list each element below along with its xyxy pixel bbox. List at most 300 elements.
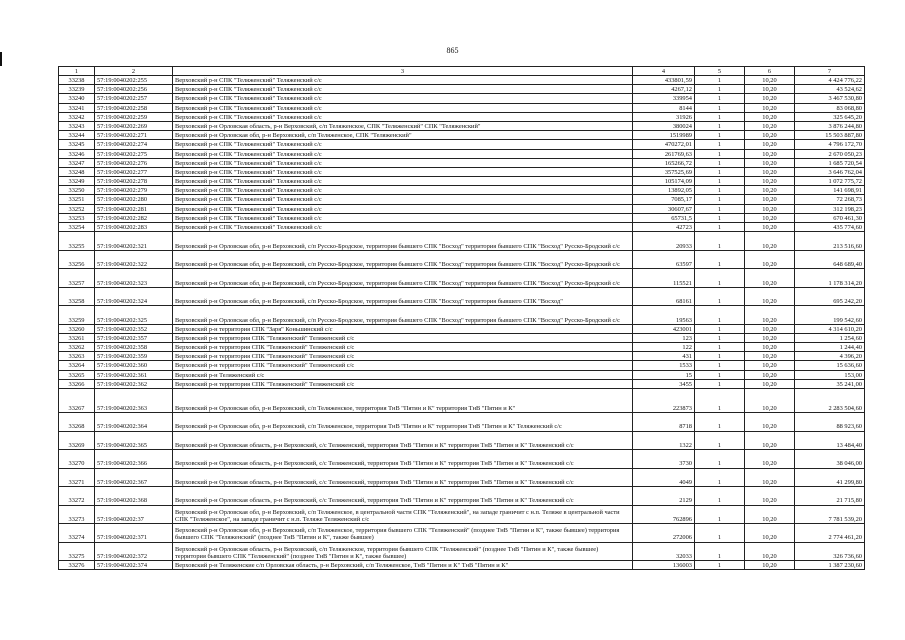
table-row <box>59 324 865 333</box>
area-cell: 433801,59 <box>633 76 695 85</box>
location-cell: Верховский р-н Орловская область, р-н Верховский, с/с Теляженский, территория ТнВ "Пятин и К" территория ТнВ "Пятин и К" Теляженский с/с <box>173 487 633 506</box>
cadastral-number-cell: 57:19:0040202:274 <box>95 140 173 149</box>
area-cell: 1533 <box>633 361 695 370</box>
area-cell: 423001 <box>633 324 695 333</box>
value-cell: 199 542,60 <box>795 306 865 325</box>
cadastral-number-cell: 57:19:0040202:363 <box>95 389 173 413</box>
share-cell: 1 <box>695 103 745 112</box>
cadastral-number-cell: 57:19:0040202:372 <box>95 542 173 561</box>
row-number-cell: 33256 <box>59 250 95 269</box>
value-cell: 88 923,60 <box>795 413 865 432</box>
location-cell: Верховский р-н территория СПК "Теляженский" Теляженский с/с <box>173 333 633 342</box>
rate-cell: 10,20 <box>745 468 795 487</box>
cadastral-number-cell: 57:19:0040202:280 <box>95 195 173 204</box>
share-cell: 1 <box>695 468 745 487</box>
table-row <box>59 287 865 306</box>
cadastral-number-cell: 57:19:0040202:358 <box>95 343 173 352</box>
area-cell: 4049 <box>633 468 695 487</box>
table-row <box>59 361 865 370</box>
share-cell: 1 <box>695 306 745 325</box>
value-cell: 15 503 887,80 <box>795 131 865 140</box>
rate-cell: 10,20 <box>745 76 795 85</box>
share-cell: 1 <box>695 177 745 186</box>
location-cell: Верховский р-н территория СПК "Теляженский" Теляженский с/с <box>173 361 633 370</box>
cadastral-number-cell: 57:19:0040202:324 <box>95 287 173 306</box>
row-number-cell: 33259 <box>59 306 95 325</box>
value-cell: 38 046,00 <box>795 450 865 469</box>
location-cell: Верховский р-н Орловская обл, р-н Верховский, с/п Русско-Бродское, территория бывшего СПК "Восход" территория бывшего СПК "Восход" Русско-Бродский с/с <box>173 269 633 288</box>
value-cell: 72 268,73 <box>795 195 865 204</box>
row-number-cell: 33254 <box>59 223 95 232</box>
share-cell: 1 <box>695 324 745 333</box>
area-cell: 122 <box>633 343 695 352</box>
rate-cell: 10,20 <box>745 213 795 222</box>
location-cell: Верховский р-н СПК "Теляженский" Теляженский с/с <box>173 223 633 232</box>
location-cell: Верховский р-н СПК "Теляженский" Теляженский с/с <box>173 112 633 121</box>
cadastral-number-cell: 57:19:0040202:256 <box>95 85 173 94</box>
share-cell: 1 <box>695 524 745 543</box>
value-cell: 648 689,40 <box>795 250 865 269</box>
location-cell: Верховский р-н территория СПК "Теляженский" Теляженский с/с <box>173 379 633 388</box>
share-cell: 1 <box>695 413 745 432</box>
column-number: 7 <box>795 67 865 76</box>
share-cell: 1 <box>695 140 745 149</box>
share-cell: 1 <box>695 505 745 524</box>
table-row <box>59 343 865 352</box>
area-cell: 339954 <box>633 94 695 103</box>
location-cell: Верховский р-н Орловская обл, р-н Верховский, с/п Русско-Бродское, территория бывшего СПК "Восход" территория бывшего СПК "Восход" Русско-Бродский с/с <box>173 306 633 325</box>
location-cell: Верховский р-н Орловская обл, р-н Верховский, с/п Русско-Бродское, территория бывшего СПК "Восход" территория бывшего СПК "Восход" Русско-Бродский с/с <box>173 232 633 251</box>
rate-cell: 10,20 <box>745 149 795 158</box>
location-cell: Верховский р-н СПК "Теляженский" Теляженский с/с <box>173 195 633 204</box>
share-cell: 1 <box>695 389 745 413</box>
rate-cell: 10,20 <box>745 524 795 543</box>
rate-cell: 10,20 <box>745 333 795 342</box>
cadastral-table <box>58 66 865 570</box>
row-number-cell: 33241 <box>59 103 95 112</box>
rate-cell: 10,20 <box>745 103 795 112</box>
area-cell: 19563 <box>633 306 695 325</box>
location-cell: Верховский р-н СПК "Теляженский" Теляженский с/с <box>173 204 633 213</box>
rate-cell: 10,20 <box>745 121 795 130</box>
rate-cell: 10,20 <box>745 431 795 450</box>
share-cell: 1 <box>695 487 745 506</box>
rate-cell: 10,20 <box>745 487 795 506</box>
cadastral-number-cell: 57:19:0040202:282 <box>95 213 173 222</box>
column-number: 2 <box>95 67 173 76</box>
row-number-cell: 33262 <box>59 343 95 352</box>
share-cell: 1 <box>695 112 745 121</box>
area-cell: 1519989 <box>633 131 695 140</box>
table-row <box>59 250 865 269</box>
value-cell: 4 314 610,20 <box>795 324 865 333</box>
rate-cell: 10,20 <box>745 112 795 121</box>
location-cell: Верховский р-н СПК "Теляженский" Теляженский с/с <box>173 177 633 186</box>
table-row <box>59 379 865 388</box>
table-row <box>59 413 865 432</box>
value-cell: 213 516,60 <box>795 232 865 251</box>
table-row <box>59 167 865 176</box>
location-cell: Верховский р-н Орловская обл, р-н Верховский, с/п Русско-Бродское, территория бывшего СПК "Восход" территория бывшего СПК "Восход" Русско-Бродский с/с <box>173 250 633 269</box>
value-cell: 141 698,91 <box>795 186 865 195</box>
row-number-cell: 33271 <box>59 468 95 487</box>
area-cell: 165266,72 <box>633 158 695 167</box>
cadastral-number-cell: 57:19:0040202:366 <box>95 450 173 469</box>
area-cell: 470272,01 <box>633 140 695 149</box>
share-cell: 1 <box>695 361 745 370</box>
value-cell: 326 736,60 <box>795 542 865 561</box>
cadastral-number-cell: 57:19:0040202:374 <box>95 561 173 570</box>
table-row <box>59 223 865 232</box>
row-number-cell: 33240 <box>59 94 95 103</box>
share-cell: 1 <box>695 352 745 361</box>
rate-cell: 10,20 <box>745 158 795 167</box>
rate-cell: 10,20 <box>745 232 795 251</box>
location-cell: Верховский р-н Орловская область, р-н Верховский, с/с Теляженский, территория ТнВ "Пятин и К" территория ТнВ "Пятин и К" Теляженский с/с <box>173 450 633 469</box>
value-cell: 153,00 <box>795 370 865 379</box>
location-cell: Верховский р-н Орловская область, р-н Верховский, с/п Теляженское, территория бывшего СПК "Теляженский" (позднее ТнВ "Пятин и К", также бывшее) территория бывшего СПК "Теляженский" (позднее ТнВ "Пятин и К", также бывшее) <box>173 542 633 561</box>
table-row <box>59 103 865 112</box>
row-number-cell: 33260 <box>59 324 95 333</box>
location-cell: Верховский р-н Теляженские с/п Орловская область, р-н Верховский, с/п Теляженское, ТнВ "Пятин и К" ТнВ "Пятин и К" <box>173 561 633 570</box>
area-cell: 762896 <box>633 505 695 524</box>
cadastral-number-cell: 57:19:0040202:258 <box>95 103 173 112</box>
table-row <box>59 149 865 158</box>
area-cell: 68161 <box>633 287 695 306</box>
share-cell: 1 <box>695 131 745 140</box>
area-cell: 65731,5 <box>633 213 695 222</box>
rate-cell: 10,20 <box>745 250 795 269</box>
location-cell: Верховский р-н Орловская обл, р-н Верховский, с/п Русско-Бродское, территория бывшего СПК "Восход" территория бывшего СПК "Восход" <box>173 287 633 306</box>
location-cell: Верховский р-н Орловская область, р-н Верховский, с/с Теляженский, территория ТнВ "Пятин и К" территория ТнВ "Пятин и К" Теляженский с/с <box>173 468 633 487</box>
row-number-cell: 33274 <box>59 524 95 543</box>
cadastral-number-cell: 57:19:0040202:259 <box>95 112 173 121</box>
rate-cell: 10,20 <box>745 561 795 570</box>
column-number: 5 <box>695 67 745 76</box>
cadastral-number-cell: 57:19:0040202:271 <box>95 131 173 140</box>
area-cell: 20933 <box>633 232 695 251</box>
row-number-cell: 33270 <box>59 450 95 469</box>
row-number-cell: 33245 <box>59 140 95 149</box>
table-row <box>59 204 865 213</box>
row-number-cell: 33269 <box>59 431 95 450</box>
row-number-cell: 33249 <box>59 177 95 186</box>
rate-cell: 10,20 <box>745 204 795 213</box>
row-number-cell: 33246 <box>59 149 95 158</box>
column-number: 3 <box>173 67 633 76</box>
rate-cell: 10,20 <box>745 413 795 432</box>
area-cell: 15 <box>633 370 695 379</box>
cadastral-number-cell: 57:19:0040202:322 <box>95 250 173 269</box>
share-cell: 1 <box>695 158 745 167</box>
location-cell: Верховский р-н СПК "Теляженский" Теляженский с/с <box>173 167 633 176</box>
value-cell: 1 254,60 <box>795 333 865 342</box>
location-cell: Верховский р-н Орловская обл, р-н Верховский, с/п Теляженское, территория ТнВ "Пятин и К" территория ТнВ "Пятин и К" Теляженский с/с <box>173 413 633 432</box>
rate-cell: 10,20 <box>745 542 795 561</box>
area-cell: 8144 <box>633 103 695 112</box>
location-cell: Верховский р-н территория СПК "Теляженский" Теляженский с/с <box>173 352 633 361</box>
row-number-cell: 33247 <box>59 158 95 167</box>
cadastral-number-cell: 57:19:0040202:325 <box>95 306 173 325</box>
rate-cell: 10,20 <box>745 324 795 333</box>
area-cell: 261769,63 <box>633 149 695 158</box>
row-number-cell: 33242 <box>59 112 95 121</box>
table-row <box>59 213 865 222</box>
cadastral-number-cell: 57:19:0040202:352 <box>95 324 173 333</box>
value-cell: 1 685 720,54 <box>795 158 865 167</box>
value-cell: 15 636,60 <box>795 361 865 370</box>
table-row <box>59 450 865 469</box>
value-cell: 2 774 461,20 <box>795 524 865 543</box>
value-cell: 670 461,30 <box>795 213 865 222</box>
rate-cell: 10,20 <box>745 379 795 388</box>
cadastral-number-cell: 57:19:0040202:357 <box>95 333 173 342</box>
location-cell: Верховский р-н СПК "Теляженский" Теляженский с/с <box>173 140 633 149</box>
cadastral-number-cell: 57:19:0040202:367 <box>95 468 173 487</box>
area-cell: 357525,69 <box>633 167 695 176</box>
cadastral-number-cell: 57:19:0040202:360 <box>95 361 173 370</box>
area-cell: 31926 <box>633 112 695 121</box>
value-cell: 4 796 172,70 <box>795 140 865 149</box>
table-row <box>59 431 865 450</box>
share-cell: 1 <box>695 167 745 176</box>
column-number: 6 <box>745 67 795 76</box>
row-number-cell: 33243 <box>59 121 95 130</box>
table-row <box>59 195 865 204</box>
share-cell: 1 <box>695 450 745 469</box>
rate-cell: 10,20 <box>745 389 795 413</box>
location-cell: Верховский р-н территория СПК "Заря" Коньшинский с/с <box>173 324 633 333</box>
table-row <box>59 370 865 379</box>
rate-cell: 10,20 <box>745 343 795 352</box>
share-cell: 1 <box>695 85 745 94</box>
location-cell: Верховский р-н СПК "Теляженский" Теляженский с/с <box>173 213 633 222</box>
value-cell: 83 068,80 <box>795 103 865 112</box>
row-number-cell: 33244 <box>59 131 95 140</box>
rate-cell: 10,20 <box>745 85 795 94</box>
column-number-row <box>59 67 865 76</box>
cadastral-number-cell: 57:19:0040202:371 <box>95 524 173 543</box>
area-cell: 2129 <box>633 487 695 506</box>
area-cell: 13892,05 <box>633 186 695 195</box>
location-cell: Верховский р-н Орловская обл, р-н Верховский, с/п Теляженское, в центральной части СПК "Теляженский", на западе граничит с н.п. Теляже в центральной части СПК "Теляженское", на западе граничит с н.п. Теляже Теляженский с/с <box>173 505 633 524</box>
table-row <box>59 94 865 103</box>
area-cell: 3730 <box>633 450 695 469</box>
location-cell: Верховский р-н СПК "Теляженский" Теляженский с/с <box>173 85 633 94</box>
row-number-cell: 33261 <box>59 333 95 342</box>
row-number-cell: 33238 <box>59 76 95 85</box>
cadastral-number-cell: 57:19:0040202:365 <box>95 431 173 450</box>
table-row <box>59 505 865 524</box>
table-row <box>59 76 865 85</box>
location-cell: Верховский р-н Орловская область, р-н Верховский, с/с Теляженский, территория ТнВ "Пятин и К" территория ТнВ "Пятин и К" Теляженский с/с <box>173 431 633 450</box>
value-cell: 695 242,20 <box>795 287 865 306</box>
rate-cell: 10,20 <box>745 287 795 306</box>
cadastral-number-cell: 57:19:0040202:37 <box>95 505 173 524</box>
table-row <box>59 232 865 251</box>
row-number-cell: 33263 <box>59 352 95 361</box>
rate-cell: 10,20 <box>745 269 795 288</box>
area-cell: 431 <box>633 352 695 361</box>
row-number-cell: 33266 <box>59 379 95 388</box>
area-cell: 8718 <box>633 413 695 432</box>
value-cell: 3 467 530,80 <box>795 94 865 103</box>
rate-cell: 10,20 <box>745 94 795 103</box>
location-cell: Верховский р-н СПК "Теляженский" Теляженский с/с <box>173 94 633 103</box>
share-cell: 1 <box>695 121 745 130</box>
value-cell: 13 484,40 <box>795 431 865 450</box>
row-number-cell: 33258 <box>59 287 95 306</box>
column-number: 1 <box>59 67 95 76</box>
value-cell: 1 244,40 <box>795 343 865 352</box>
area-cell: 7085,17 <box>633 195 695 204</box>
location-cell: Верховский р-н Орловская обл, р-н Верховский, с/п Теляженское, СПК "Теляженский" <box>173 131 633 140</box>
table-row <box>59 389 865 413</box>
share-cell: 1 <box>695 287 745 306</box>
location-cell: Верховский р-н СПК "Теляженский" Теляженский с/с <box>173 149 633 158</box>
area-cell: 223873 <box>633 389 695 413</box>
area-cell: 42723 <box>633 223 695 232</box>
value-cell: 325 645,20 <box>795 112 865 121</box>
row-number-cell: 33252 <box>59 204 95 213</box>
location-cell: Верховский р-н территория СПК "Теляженский" Теляженский с/с <box>173 343 633 352</box>
table-row <box>59 306 865 325</box>
cadastral-number-cell: 57:19:0040202:321 <box>95 232 173 251</box>
area-cell: 380024 <box>633 121 695 130</box>
share-cell: 1 <box>695 250 745 269</box>
table-row <box>59 131 865 140</box>
rate-cell: 10,20 <box>745 140 795 149</box>
share-cell: 1 <box>695 195 745 204</box>
cadastral-number-cell: 57:19:0040202:359 <box>95 352 173 361</box>
share-cell: 1 <box>695 561 745 570</box>
rate-cell: 10,20 <box>745 352 795 361</box>
cadastral-number-cell: 57:19:0040202:323 <box>95 269 173 288</box>
share-cell: 1 <box>695 379 745 388</box>
value-cell: 35 241,00 <box>795 379 865 388</box>
row-number-cell: 33255 <box>59 232 95 251</box>
table-row <box>59 112 865 121</box>
location-cell: Верховский р-н Орловская область, р-н Верховский, с/п Теляженское, СПК "Теляженский" СПК "Теляженский" <box>173 121 633 130</box>
table-row <box>59 468 865 487</box>
location-cell: Верховский р-н Орловская обл, р-н Верховский, с/п Теляженское, территория бывшего СПК "Теляженский" (позднее ТнВ "Пятин и К", также бывшее) территория бывшего СПК "Теляженский" (позднее ТнВ "Пятин и К", также бывшее) <box>173 524 633 543</box>
value-cell: 3 876 244,80 <box>795 121 865 130</box>
cadastral-number-cell: 57:19:0040202:275 <box>95 149 173 158</box>
row-number-cell: 33250 <box>59 186 95 195</box>
share-cell: 1 <box>695 76 745 85</box>
area-cell: 1322 <box>633 431 695 450</box>
location-cell: Верховский р-н Орловская обл, р-н Верховский, с/п Теляженское, территория ТнВ "Пятин и К" территория ТнВ "Пятин и К" <box>173 389 633 413</box>
table-row <box>59 561 865 570</box>
share-cell: 1 <box>695 94 745 103</box>
value-cell: 1 387 230,60 <box>795 561 865 570</box>
value-cell: 4 424 776,22 <box>795 76 865 85</box>
table-row <box>59 177 865 186</box>
area-cell: 30607,67 <box>633 204 695 213</box>
row-number-cell: 33276 <box>59 561 95 570</box>
table-row <box>59 158 865 167</box>
share-cell: 1 <box>695 149 745 158</box>
share-cell: 1 <box>695 542 745 561</box>
area-cell: 3455 <box>633 379 695 388</box>
table-row <box>59 186 865 195</box>
value-cell: 41 299,80 <box>795 468 865 487</box>
table-row <box>59 352 865 361</box>
page-number: 865 <box>446 46 459 55</box>
column-number: 4 <box>633 67 695 76</box>
value-cell: 435 774,60 <box>795 223 865 232</box>
area-cell: 105174,09 <box>633 177 695 186</box>
share-cell: 1 <box>695 431 745 450</box>
value-cell: 1 072 775,72 <box>795 177 865 186</box>
rate-cell: 10,20 <box>745 186 795 195</box>
location-cell: Верховский р-н СПК "Теляженский" Теляженский с/с <box>173 158 633 167</box>
share-cell: 1 <box>695 269 745 288</box>
row-number-cell: 33248 <box>59 167 95 176</box>
rate-cell: 10,20 <box>745 505 795 524</box>
cadastral-number-cell: 57:19:0040202:278 <box>95 177 173 186</box>
cadastral-number-cell: 57:19:0040202:255 <box>95 76 173 85</box>
share-cell: 1 <box>695 343 745 352</box>
row-number-cell: 33272 <box>59 487 95 506</box>
share-cell: 1 <box>695 223 745 232</box>
rate-cell: 10,20 <box>745 370 795 379</box>
rate-cell: 10,20 <box>745 223 795 232</box>
rate-cell: 10,20 <box>745 131 795 140</box>
value-cell: 2 283 504,60 <box>795 389 865 413</box>
cadastral-number-cell: 57:19:0040202:362 <box>95 379 173 388</box>
row-number-cell: 33268 <box>59 413 95 432</box>
location-cell: Верховский р-н Теляженский с/с <box>173 370 633 379</box>
rate-cell: 10,20 <box>745 195 795 204</box>
rate-cell: 10,20 <box>745 361 795 370</box>
area-cell: 4267,12 <box>633 85 695 94</box>
value-cell: 2 670 050,23 <box>795 149 865 158</box>
row-number-cell: 33257 <box>59 269 95 288</box>
location-cell: Верховский р-н СПК "Теляженский" Теляженский с/с <box>173 103 633 112</box>
value-cell: 43 524,62 <box>795 85 865 94</box>
table-row <box>59 487 865 506</box>
row-number-cell: 33251 <box>59 195 95 204</box>
value-cell: 4 396,20 <box>795 352 865 361</box>
table-row <box>59 269 865 288</box>
area-cell: 123 <box>633 333 695 342</box>
cadastral-number-cell: 57:19:0040202:279 <box>95 186 173 195</box>
cadastral-number-cell: 57:19:0040202:281 <box>95 204 173 213</box>
table-row <box>59 85 865 94</box>
area-cell: 272006 <box>633 524 695 543</box>
row-number-cell: 33264 <box>59 361 95 370</box>
cadastral-number-cell: 57:19:0040202:269 <box>95 121 173 130</box>
cadastral-number-cell: 57:19:0040202:368 <box>95 487 173 506</box>
table-row <box>59 333 865 342</box>
rate-cell: 10,20 <box>745 177 795 186</box>
table-row <box>59 542 865 561</box>
share-cell: 1 <box>695 204 745 213</box>
rate-cell: 10,20 <box>745 450 795 469</box>
table-row <box>59 524 865 543</box>
area-cell: 136003 <box>633 561 695 570</box>
value-cell: 1 178 314,20 <box>795 269 865 288</box>
value-cell: 312 198,23 <box>795 204 865 213</box>
area-cell: 63597 <box>633 250 695 269</box>
cadastral-number-cell: 57:19:0040202:257 <box>95 94 173 103</box>
cadastral-number-cell: 57:19:0040202:283 <box>95 223 173 232</box>
location-cell: Верховский р-н СПК "Теляженский" Теляженский с/с <box>173 76 633 85</box>
value-cell: 21 715,80 <box>795 487 865 506</box>
location-cell: Верховский р-н СПК "Теляженский" Теляженский с/с <box>173 186 633 195</box>
table-row <box>59 121 865 130</box>
